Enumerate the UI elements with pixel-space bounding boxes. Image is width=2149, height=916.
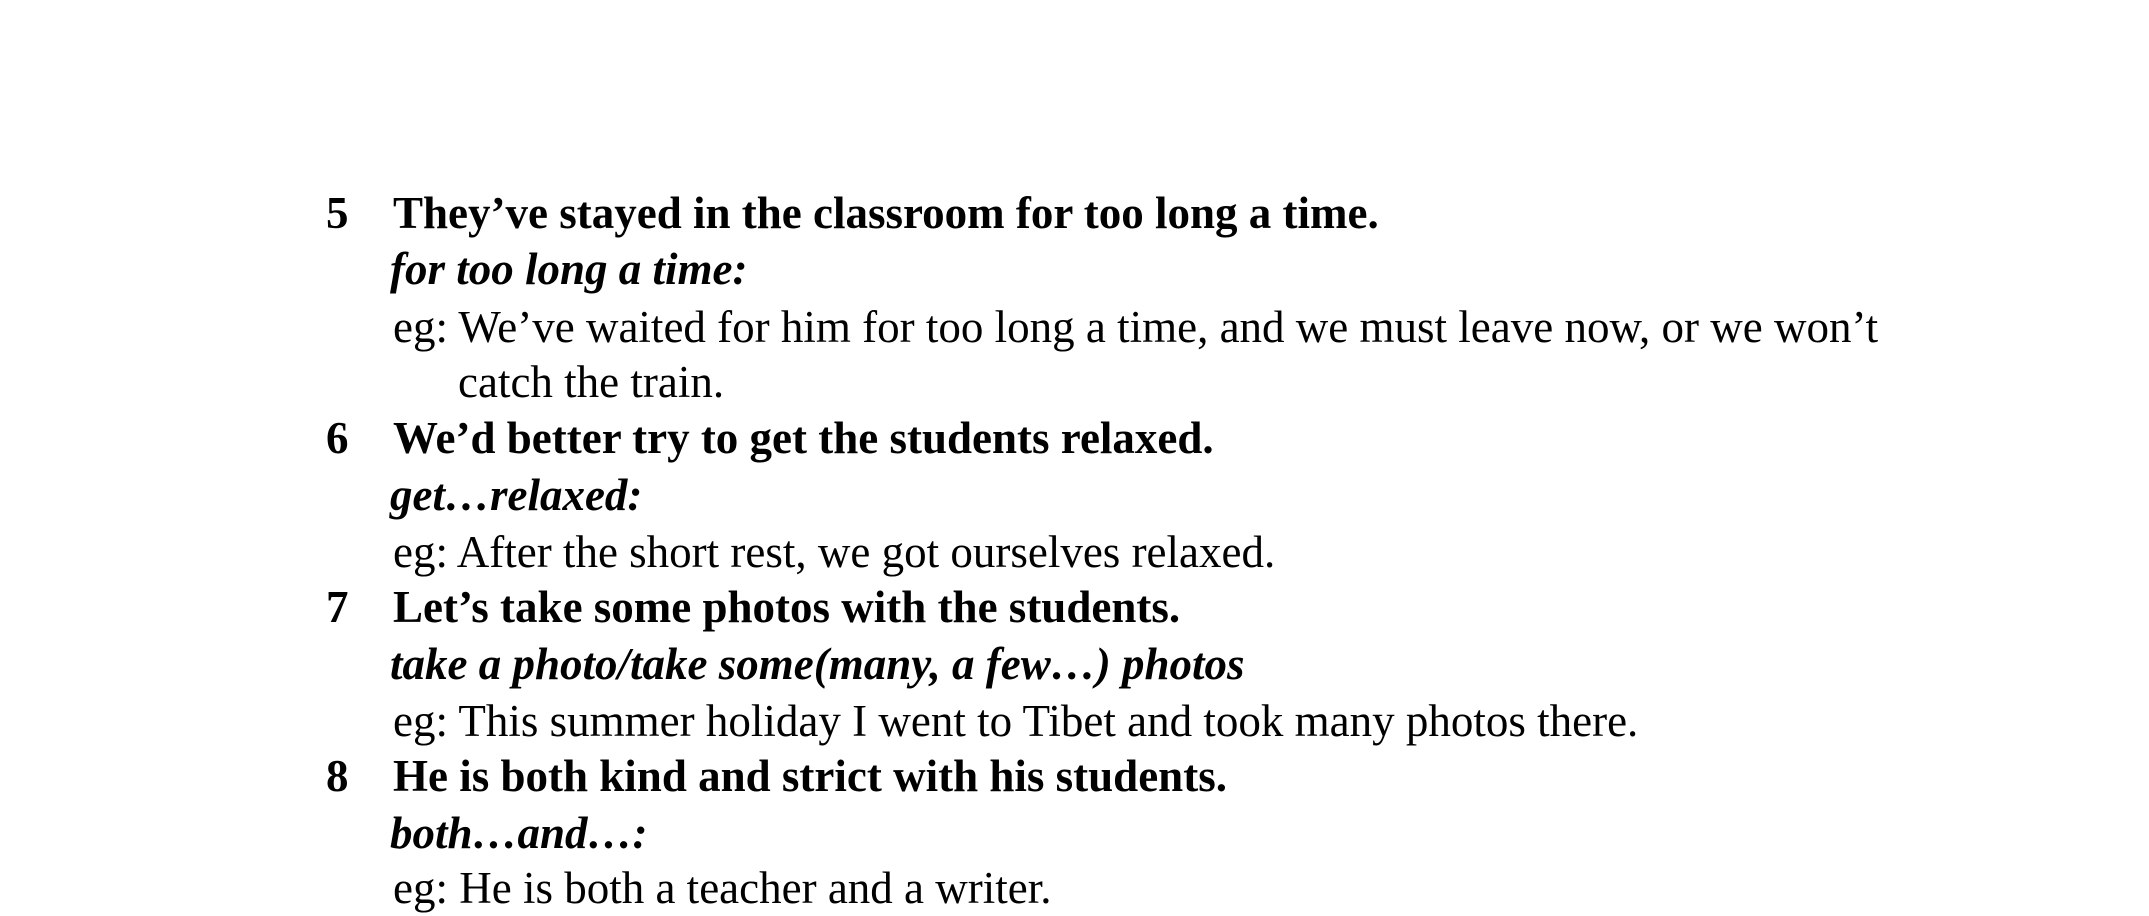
example-sentence: eg: After the short rest, we got ourselves relaxed. — [393, 527, 1276, 577]
example-sentence-continuation: catch the train. — [458, 357, 725, 407]
key-phrase: get…relaxed: — [390, 470, 643, 520]
entry-number: 5 — [326, 188, 349, 238]
key-sentence: He is both kind and strict with his students. — [393, 751, 1227, 801]
key-phrase: take a photo/take some(many, a few…) photos — [390, 639, 1245, 689]
entry-number: 6 — [326, 413, 349, 463]
key-phrase: for too long a time: — [390, 244, 748, 294]
entry-number: 8 — [326, 751, 349, 801]
example-sentence: eg: He is both a teacher and a writer. — [393, 863, 1052, 913]
key-sentence: They’ve stayed in the classroom for too long a time. — [393, 188, 1379, 238]
entry-number: 7 — [326, 582, 349, 632]
key-sentence: Let’s take some photos with the students. — [393, 582, 1181, 632]
example-sentence: eg: We’ve waited for him for too long a time, and we must leave now, or we won’t — [393, 302, 1879, 352]
key-phrase: both…and…: — [390, 808, 648, 858]
key-sentence: We’d better try to get the students relaxed. — [393, 413, 1214, 463]
example-sentence: eg: This summer holiday I went to Tibet and took many photos there. — [393, 696, 1639, 746]
